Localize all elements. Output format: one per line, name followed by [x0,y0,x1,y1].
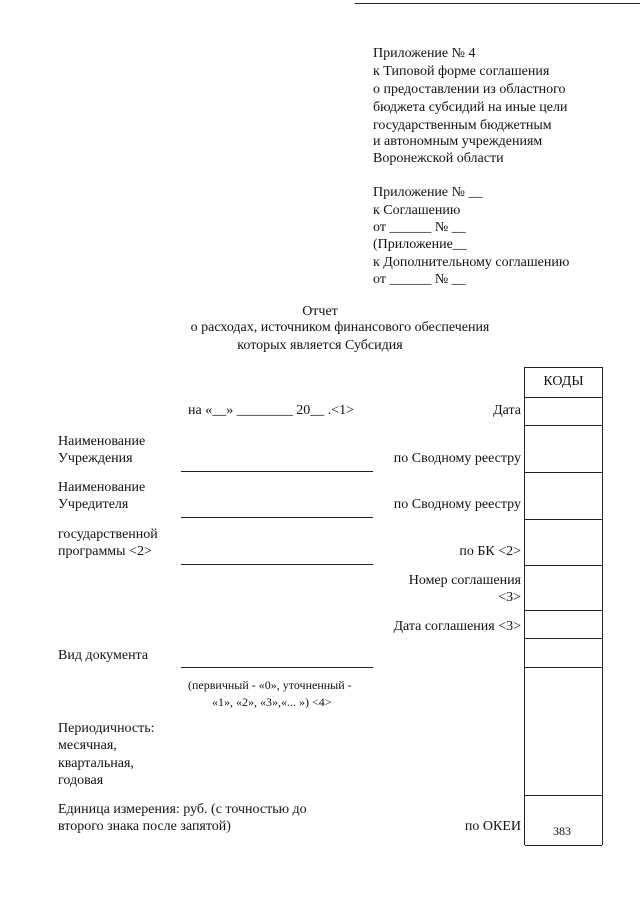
code-cell-periodicity [525,667,602,796]
appendix-line: к Типовой форме соглашения [373,64,550,79]
doc-type-note: (первичный - «0», уточненный - [188,678,352,692]
code-cell-registry-founder [525,472,602,520]
unit-label: Единица измерения: руб. (с точностью до [58,802,307,817]
appendix-line: Воронежской области [373,151,504,166]
report-title-line: Отчет [302,304,338,319]
registry-label-institution: по Сводному реестру [393,451,521,466]
codes-header-cell [525,367,602,398]
code-cell-okei [525,795,602,846]
institution-label: Наименование [58,434,146,449]
program-label: программы <2> [58,544,152,559]
code-cell-doc-type [525,638,602,668]
program-label: государственной [58,527,158,542]
codes-table [524,367,603,845]
agreement-ref-line: от ______ № __ [373,272,466,287]
founder-label: Наименование [58,480,146,495]
report-title-line: о расходах, источником финансового обеспечения [190,320,490,335]
founder-label: Учредителя [58,497,129,512]
code-cell-registry-institution [525,425,602,473]
periodicity-label: Периодичность: [58,721,155,736]
date-label: Дата [493,403,521,418]
code-cell-date [525,397,602,426]
program-field-line[interactable] [181,564,373,565]
okei-code-value: 383 [553,824,571,838]
agreement-ref-line: Приложение № __ [373,185,483,200]
appendix-line: бюджета субсидий на иные цели [373,100,568,115]
appendix-line: и автономным учреждениям [373,134,543,149]
code-cell-agreement-date [525,610,602,639]
top-border-rule [355,3,640,4]
agreement-ref-line: к Соглашению [373,203,461,218]
periodicity-option: годовая [58,773,104,788]
code-cell-agreement-number [525,565,602,611]
codes-header: КОДЫ [543,374,584,389]
unit-label: второго знака после запятой) [58,819,231,834]
bk-label: по БК <2> [459,544,521,559]
agreement-number-label: <3> [498,590,521,605]
code-cell-bk [525,519,602,566]
agreement-ref-line: (Приложение__ [373,237,467,252]
okei-label: по ОКЕИ [464,819,521,834]
agreement-ref-line: к Дополнительному соглашению [373,255,570,270]
institution-field-line[interactable] [181,471,373,472]
agreement-ref-line: от ______ № __ [373,220,466,235]
appendix-line: о предоставлении из областного [373,82,566,97]
agreement-date-label: Дата соглашения <3> [393,619,521,634]
report-date-line: на «__» ________ 20__ .<1> [188,403,354,418]
doc-type-label: Вид документа [58,648,149,663]
founder-field-line[interactable] [181,517,373,518]
appendix-line: государственным бюджетным [373,118,552,133]
agreement-number-label: Номер соглашения [408,573,521,588]
institution-label: Учреждения [58,451,133,466]
doc-type-note: «1», «2», «3»,«... ») <4> [212,695,332,709]
periodicity-option: месячная, [58,738,117,753]
doc-type-field-line[interactable] [181,667,373,668]
periodicity-option: квартальная, [58,756,134,771]
report-title-line: которых является Субсидия [237,338,403,353]
registry-label-founder: по Сводному реестру [393,497,521,512]
appendix-line: Приложение № 4 [373,46,476,61]
